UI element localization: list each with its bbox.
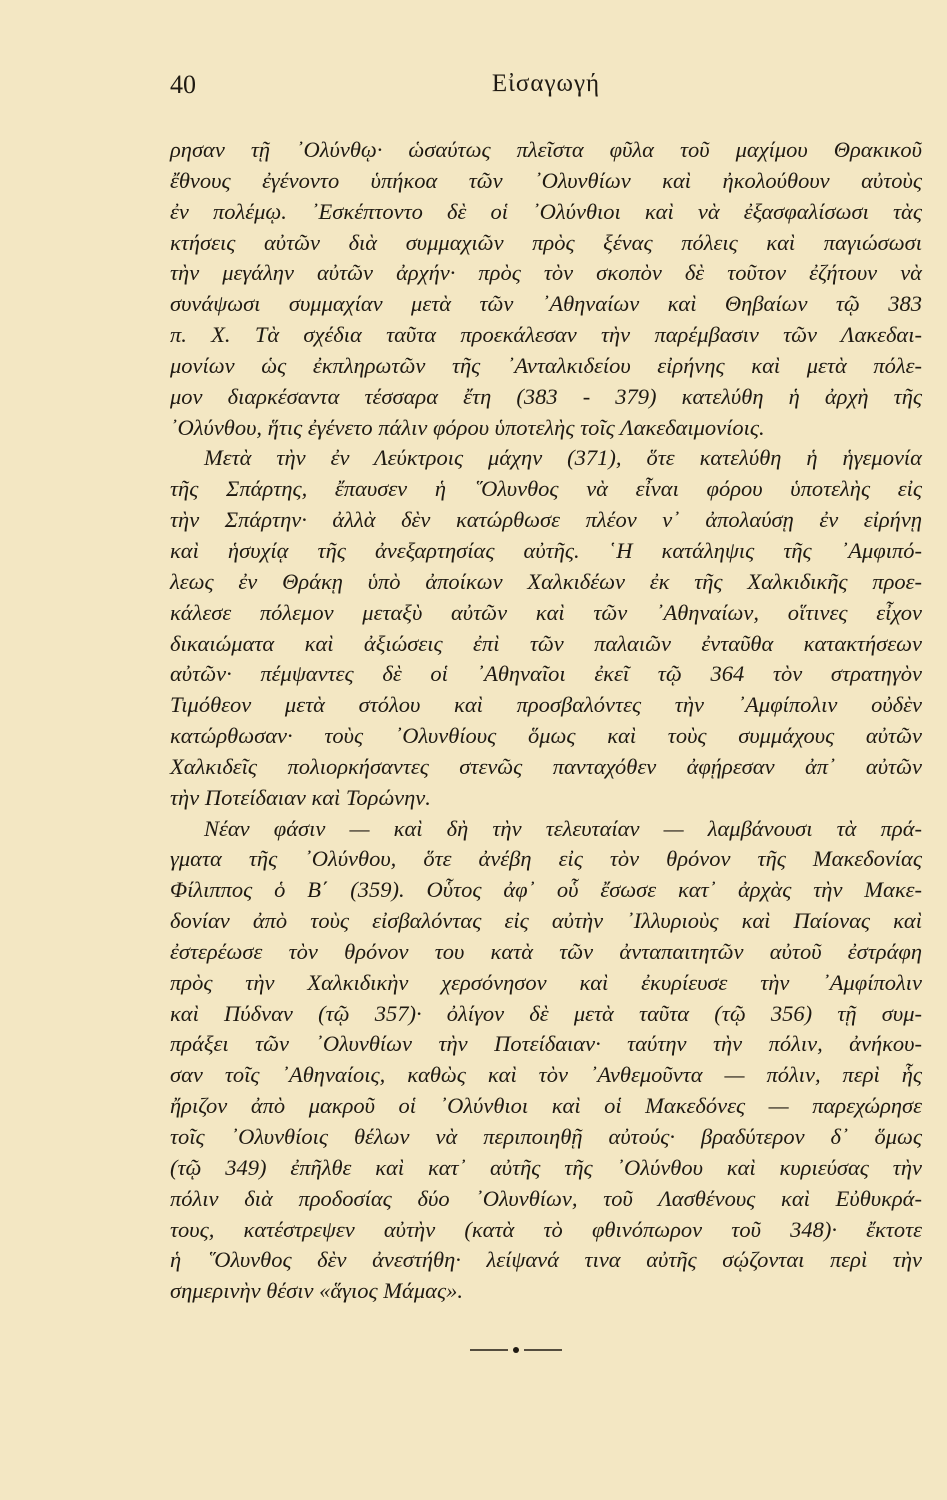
running-head: Εἰσαγωγή [491,70,601,97]
text-line: Τιμόθεον μετὰ στόλου καὶ προσβαλόντες τὴν ᾿Αμφίπολιν οὐδὲν [170,692,922,718]
text-line: κάλεσε πόλεμον μεταξὺ αὐτῶν καὶ τῶν ᾿Αθηναίων, οἵτινες εἶχον [170,599,922,625]
text-line: κατώρθωσαν· τοὺς ᾿Ολυνθίους ὅμως καὶ τοὺς συμμάχους αὐτῶν [170,723,922,749]
text-line: τοῖς ᾿Ολυνθίοις θέλων νὰ περιποιηθῇ αὐτούς· βραδύτερον δ᾿ ὅμως [170,1124,922,1149]
text-line: δονίαν ἀπὸ τοὺς εἰσβαλόντας εἰς αὐτὴν ᾿Ιλλυριοὺς καὶ Παίονας καὶ [170,908,922,934]
text-line: καὶ Πύδναν (τῷ 357)· ὀλίγον δὲ μετὰ ταῦτα (τῷ 356) τῇ συμ- [170,1000,922,1026]
text-line: τους, κατέστρεψεν αὐτὴν (κατὰ τὸ φθινόπωρον τοῦ 348)· ἔκτοτε [170,1216,922,1242]
text-line: π. Χ. Τὰ σχέδια ταῦτα προεκάλεσαν τὴν παρέμβασιν τῶν Λακεδαι- [170,322,922,348]
text-line: ἐν πολέμῳ. ᾿Εσκέπτοντο δὲ οἱ ᾿Ολύνθιοι καὶ νὰ ἐξασφαλίσωσι τὰς [170,198,922,224]
text-line: πόλιν διὰ προδοσίας δύο ᾿Ολυνθίων, τοῦ Λασθένους καὶ Εὐθυκρά- [170,1185,922,1211]
text-line: σημερινὴν θέσιν «ἅγιος Μάμας». [170,1278,463,1304]
text-line: Χαλκιδεῖς πολιορκήσαντες στενῶς πανταχόθεν ἀφῄρεσαν ἀπ᾿ αὐτῶν [170,753,922,779]
text-line: τῆς Σπάρτης, ἔπαυσεν ἡ ῞Ολυνθος νὰ εἶναι φόρου ὑποτελὴς εἰς [170,476,922,502]
body-text [170,135,922,1307]
text-line: Νέαν φάσιν — καὶ δὴ τὴν τελευταίαν — λαμβάνουσι τὰ πρά- [204,815,922,841]
text-line: συνάψωσι συμμαχίαν μετὰ τῶν ᾿Αθηναίων καὶ Θηβαίων τῷ 383 [170,291,922,317]
text-line: πράξει τῶν ᾿Ολυνθίων τὴν Ποτείδαιαν· ταύτην τὴν πόλιν, ἀνήκου- [170,1031,922,1057]
page-number: 40 [170,70,196,99]
text-line: γματα τῆς ᾿Ολύνθου, ὅτε ἀνέβη εἰς τὸν θρόνον τῆς Μακεδονίας [170,846,922,872]
text-line: ἡ ῞Ολυνθος δὲν ἀνεστήθη· λείψανά τινα αὐτῆς σῴζονται περὶ τὴν [170,1247,922,1273]
text-line: κτήσεις αὐτῶν διὰ συμμαχιῶν πρὸς ξένας πόλεις καὶ παγιώσωσι [170,229,922,255]
text-line: δικαιώματα καὶ ἀξιώσεις ἐπὶ τῶν παλαιῶν ἐνταῦθα κατακτήσεων [170,630,922,656]
text-line: ἐστερέωσε τὸν θρόνον του κατὰ τῶν ἀνταπαιτητῶν αὐτοῦ ἐστράφη [170,938,922,964]
text-line: μον διαρκέσαντα τέσσαρα ἔτη (383 - 379) κατελύθη ἡ ἀρχὴ τῆς [170,383,922,409]
text-line: λεως ἐν Θράκῃ ὑπὸ ἀποίκων Χαλκιδέων ἐκ τῆς Χαλκιδικῆς προε- [170,568,922,594]
section-end-ornament [470,1344,562,1356]
text-line: Φίλιππος ὁ Β΄ (359). Οὗτος ἀφ᾿ οὗ ἔσωσε κατ᾿ ἀρχὰς τὴν Μακε- [170,877,922,903]
text-line: ρησαν τῇ ᾿Ολύνθῳ· ὡσαύτως πλεῖστα φῦλα τοῦ μαχίμου Θρακικοῦ [170,137,922,162]
text-line: (τῷ 349) ἐπῆλθε καὶ κατ᾿ αὐτῆς τῆς ᾿Ολύνθου καὶ κυριεύσας τὴν [170,1154,922,1180]
text-line: αὐτῶν· πέμψαντες δὲ οἱ ᾿Αθηναῖοι ἐκεῖ τῷ 364 τὸν στρατηγὸν [170,661,922,687]
text-line: τὴν μεγάλην αὐτῶν ἀρχήν· πρὸς τὸν σκοπὸν δὲ τοῦτον ἐζήτουν νὰ [170,260,922,286]
text-line: καὶ ἡσυχίᾳ τῆς ἀνεξαρτησίας αὐτῆς. ῾Η κατάληψις τῆς ᾿Αμφιπό- [170,537,922,563]
text-line: τὴν Ποτείδαιαν καὶ Τορώνην. [170,784,431,810]
text-line: τὴν Σπάρτην· ἀλλὰ δὲν κατώρθωσε πλέον ν᾿ ἀπολαύσῃ ἐν εἰρήνῃ [170,507,922,533]
text-line: Μετὰ τὴν ἐν Λεύκτροις μάχην (371), ὅτε κατελύθη ἡ ἡγεμονία [204,445,922,471]
text-line: ἔθνους ἐγένοντο ὑπήκοα τῶν ᾿Ολυνθίων καὶ ἠκολούθουν αὐτοὺς [170,167,922,193]
page-header [170,70,922,110]
text-line: σαν τοῖς ᾿Αθηναίοις, καθὼς καὶ τὸν ᾿Ανθεμοῦντα — πόλιν, περὶ ἧς [170,1062,922,1088]
text-line: ᾿Ολύνθου, ἥτις ἐγένετο πάλιν φόρου ὑποτελὴς τοῖς Λακεδαιμονίοις. [170,414,765,440]
text-line: ἤριζον ἀπὸ μακροῦ οἱ ᾿Ολύνθιοι καὶ οἱ Μακεδόνες — παρεχώρησε [170,1093,922,1119]
text-line: μονίων ὡς ἐκπληρωτῶν τῆς ᾿Ανταλκιδείου εἰρήνης καὶ μετὰ πόλε- [170,352,922,378]
text-line: πρὸς τὴν Χαλκιδικὴν χερσόνησον καὶ ἐκυρίευσε τὴν ᾿Αμφίπολιν [170,969,922,995]
